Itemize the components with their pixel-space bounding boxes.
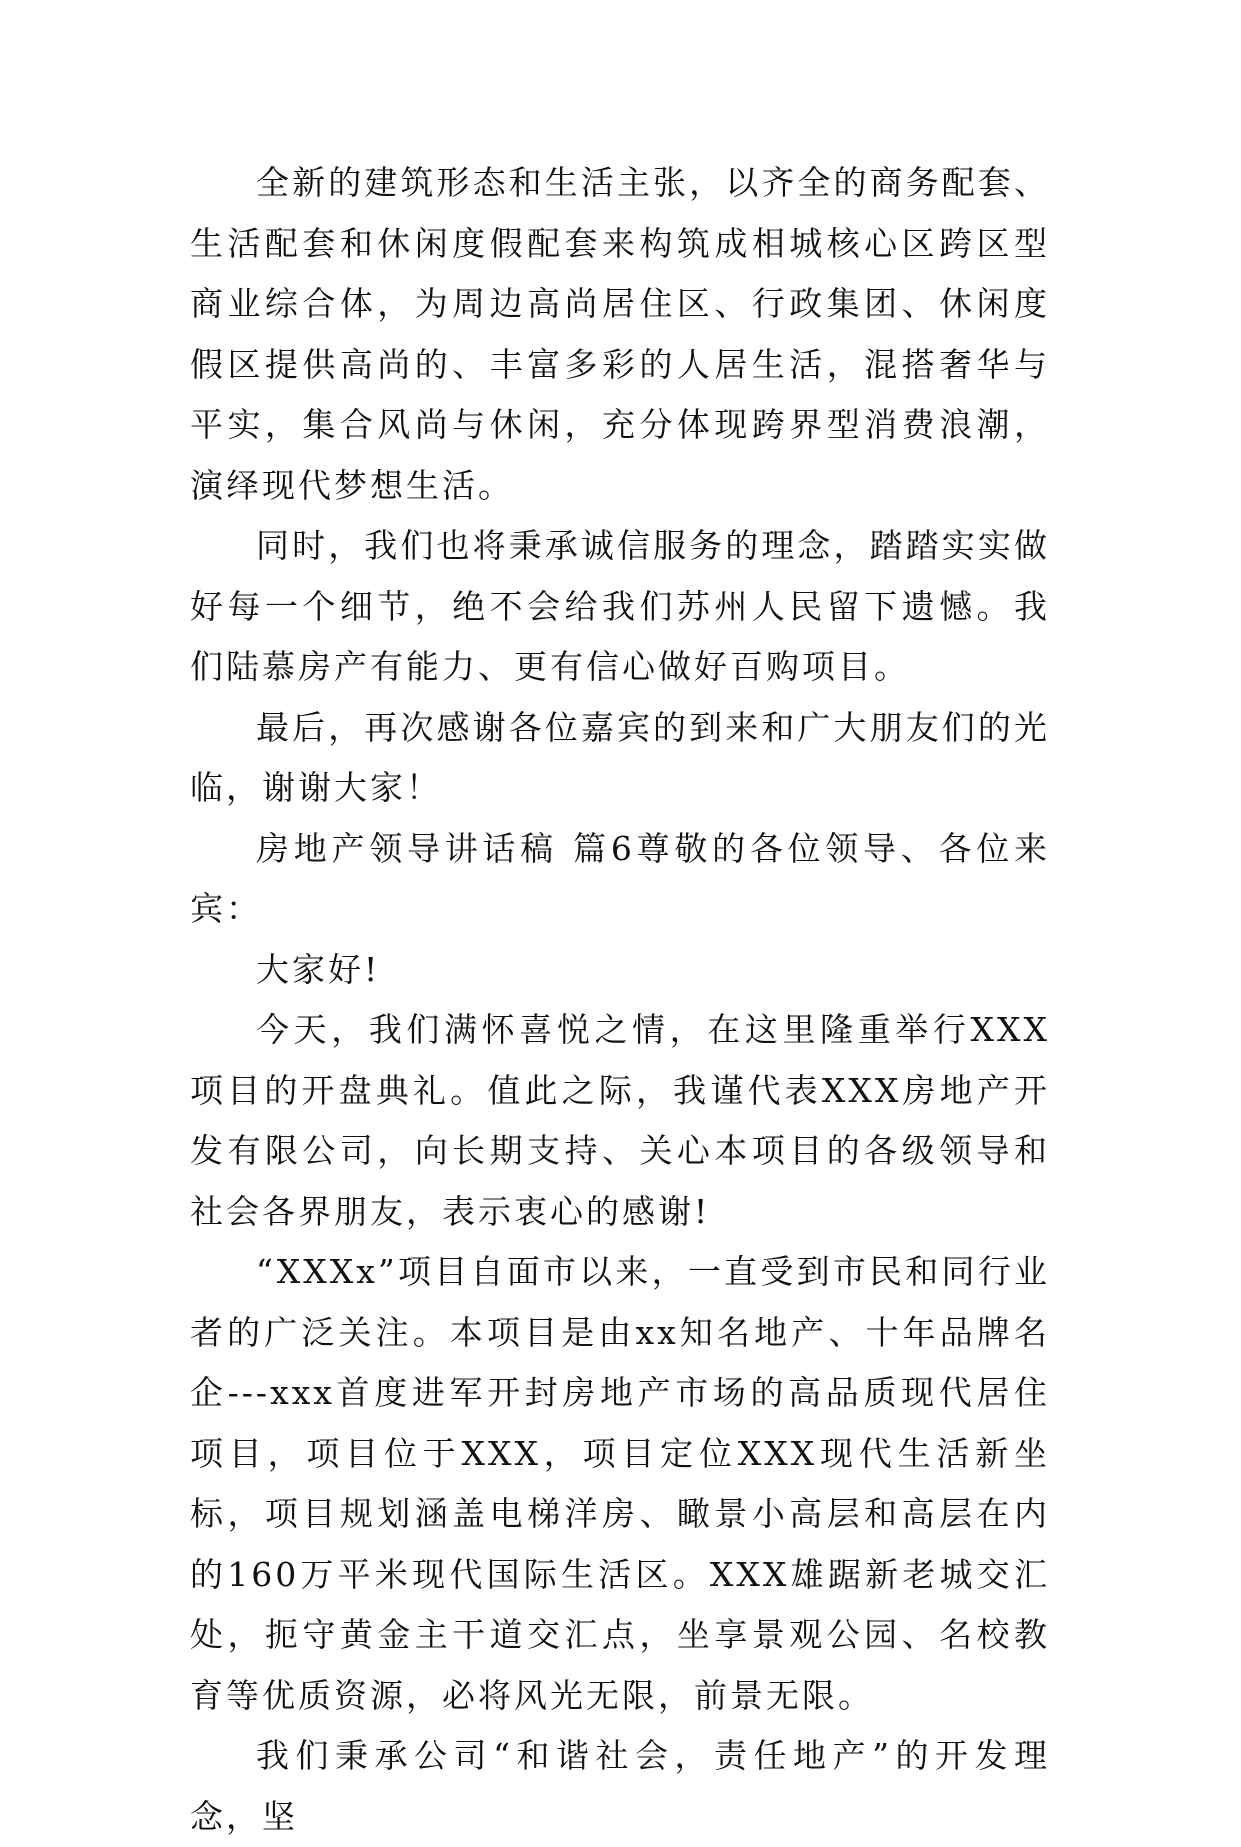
paragraph-opening-ceremony: 今天，我们满怀喜悦之情，在这里隆重举行XXX项目的开盘典礼。值此之际，我谨代表XXX房地产开发有限公司，向长期支持、关心本项目的各级领导和社会各界朋友，表示衷心的感谢! [190, 1010, 1050, 1231]
paragraph-integrity-commitment: 同时，我们也将秉承诚信服务的理念，踏踏实实做好每一个细节，绝不会给我们苏州人民留下遗憾。我们陆慕房产有能力、更有信心做好百购项目。 [190, 526, 1050, 686]
document-body [190, 153, 1050, 1847]
paragraph-project-introduction: “XXXx”项目自面市以来，一直受到市民和同行业者的广泛关注。本项目是由xx知名地产、十年品牌名企---xxx首度进军开封房地产市场的高品质现代居住项目，项目位于XXX，项目定位XXX现代生活新坐标，项目规划涵盖电梯洋房、瞰景小高层和高层在内的160万平米现代国际生活区。XXX雄踞新老城交汇处，扼守黄金主干道交汇点，坐享景观公园、名校教育等优质资源，必将风光无限，前景无限。 [190, 1252, 1050, 1715]
paragraph-development-philosophy: 我们秉承公司“和谐社会，责任地产”的开发理念，坚 [190, 1736, 1050, 1836]
paragraph-greeting: 大家好! [256, 949, 381, 989]
paragraph-complex-description: 全新的建筑形态和生活主张，以齐全的商务配套、生活配套和休闲度假配套来构筑成相城核心区跨区型商业综合体，为周边高尚居住区、行政集团、休闲度假区提供高尚的、丰富多彩的人居生活，混搭奢华与平实，集合风尚与休闲，充分体现跨界型消费浪潮，演绎现代梦想生活。 [190, 163, 1050, 505]
paragraph-closing-thanks: 最后，再次感谢各位嘉宾的到来和广大朋友们的光临，谢谢大家！ [190, 707, 1050, 807]
paragraph-speech-heading: 房地产领导讲话稿 篇6尊敬的各位领导、各位来宾： [190, 828, 1050, 928]
